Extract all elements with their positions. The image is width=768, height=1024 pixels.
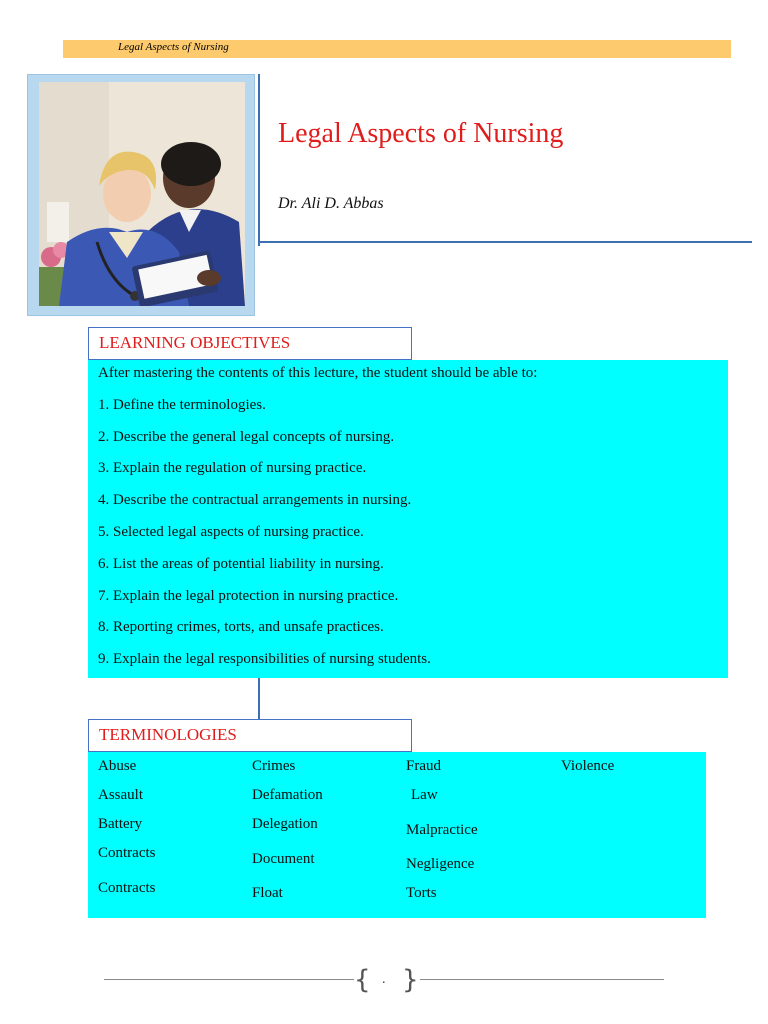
objective-item: 7. Explain the legal protection in nursing practice. [98,588,399,604]
term-item: Battery [98,816,143,832]
term-item: Negligence [406,856,475,872]
term-item: Document [252,851,315,867]
footer-rule-right [420,979,664,980]
footer-rule-left [104,979,354,980]
learning-objectives-heading: LEARNING OBJECTIVES [88,327,412,360]
running-title: Legal Aspects of Nursing [118,41,229,53]
term-item: Assault [98,787,143,803]
objective-item: 5. Selected legal aspects of nursing practice. [98,524,364,540]
learning-objectives-box [88,360,728,678]
objective-item: 9. Explain the legal responsibilities of nursing students. [98,651,431,667]
term-item: Torts [406,885,437,901]
terminologies-box [88,752,706,918]
objective-item: 4. Describe the contractual arrangements in nursing. [98,492,412,508]
title-underline-rule [260,241,752,243]
objective-item: 6. List the areas of potential liability in nursing. [98,556,384,572]
term-item: Contracts [98,880,156,896]
page-number: . [382,972,386,987]
term-item: Violence [561,758,615,774]
cover-photo-frame [27,74,255,316]
term-item: Crimes [252,758,296,774]
term-item: Law [411,787,438,803]
term-item: Delegation [252,816,318,832]
learning-objectives-intro: After mastering the contents of this lecture, the student should be able to: [98,365,538,381]
terminologies-heading: TERMINOLOGIES [88,719,412,752]
header-bar [63,40,731,58]
objective-item: 3. Explain the regulation of nursing practice. [98,460,367,476]
term-item: Defamation [252,787,323,803]
term-item: Contracts [98,845,156,861]
term-item: Malpractice [406,822,478,838]
term-item: Abuse [98,758,137,774]
nurses-illustration [39,82,245,306]
section-connector [258,678,260,719]
term-item: Fraud [406,758,441,774]
objective-item: 8. Reporting crimes, torts, and unsafe practices. [98,619,384,635]
nurses-photo [39,82,245,306]
term-item: Float [252,885,283,901]
footer-bracket-left: { [354,965,371,995]
objective-item: 2. Describe the general legal concepts of nursing. [98,429,395,445]
objective-item: 1. Define the terminologies. [98,397,266,413]
author-name: Dr. Ali D. Abbas [278,195,384,212]
document-title: Legal Aspects of Nursing [278,118,564,149]
vertical-rule [258,74,260,246]
footer-bracket-right: } [402,965,419,995]
